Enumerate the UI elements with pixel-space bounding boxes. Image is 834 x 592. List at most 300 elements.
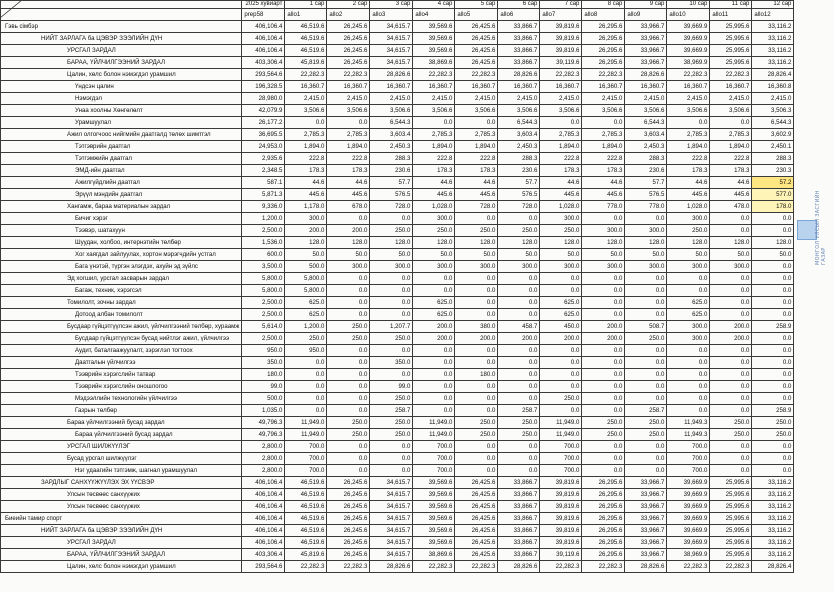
cell-value: 0.0 [710,225,752,237]
cell-value: 50.0 [667,249,710,261]
cell-value: 2,415.0 [455,93,498,105]
cell-value: 0.0 [370,273,413,285]
header-month-2: 2 сар [327,1,370,9]
cell-value: 0.0 [327,297,370,309]
cell-value: 0.0 [752,213,794,225]
header-month-5: 5 сар [455,1,498,9]
cell-value: 2,785.3 [710,129,752,141]
cell-value: 700.0 [413,441,455,453]
cell-value: 26,245.6 [327,525,370,537]
cell-value: 0.0 [625,381,667,393]
cell-value: 0.0 [752,465,794,477]
header-month-6: 6 сар [498,1,540,9]
row-label: Нэг удаагийн тэтгэмж, шагнал урамшуулал [1,465,242,477]
cell-value: 0.0 [498,285,540,297]
cell-value: 500.0 [285,261,327,273]
cell-value: 700.0 [285,453,327,465]
cell-value: 33,866.7 [498,489,540,501]
header-month-11: 11 сар [710,1,752,9]
table-row [1,201,794,213]
cell-value: 0.0 [752,285,794,297]
cell-value: 700.0 [413,465,455,477]
cell-value: 11,949.0 [413,417,455,429]
cell-value: 406,106.4 [242,489,285,501]
cell-value: 128.0 [498,237,540,249]
cell-value: 250.0 [582,417,625,429]
cell-value: 25,995.6 [710,537,752,549]
cell-value: 46,519.6 [285,33,327,45]
cell-value: 28,826.6 [498,69,540,81]
cell-value: 1,035.0 [242,405,285,417]
cell-value: 3,506.6 [455,105,498,117]
cell-value: 39,569.6 [413,477,455,489]
cell-value: 44.6 [285,177,327,189]
cell-value: 128.0 [752,237,794,249]
cell-value: 26,425.6 [455,501,498,513]
cell-value: 42,079.9 [242,105,285,117]
cell-value: 200.0 [582,333,625,345]
cell-value: 625.0 [413,309,455,321]
cell-value: 128.0 [582,237,625,249]
cell-value: 39,819.6 [540,501,582,513]
cell-value: 0.0 [327,213,370,225]
row-label: Бусдаар гүйцэтгүүлсэн ажил, үйлчилгээний төлбөр, хураамж [1,321,242,333]
table-row [1,309,794,321]
cell-value: 300.0 [327,261,370,273]
table-row [1,93,794,105]
cell-value: 2,500.0 [242,333,285,345]
cell-value: 3,506.6 [540,105,582,117]
table-row [1,129,794,141]
cell-value: 0.0 [498,357,540,369]
cell-value: 178.3 [582,165,625,177]
cell-value: 26,295.6 [582,549,625,561]
cell-value: 300.0 [540,261,582,273]
cell-value: 0.0 [498,393,540,405]
table-row [1,345,794,357]
header-code-allo2: allo2 [327,9,370,21]
cell-value: 300.0 [667,333,710,345]
cell-value: 0.0 [285,393,327,405]
cell-value: 34,615.7 [370,525,413,537]
cell-value: 3,506.3 [752,105,794,117]
cell-value: 0.0 [667,405,710,417]
cell-value: 200.0 [327,225,370,237]
cell-value: 445.6 [285,189,327,201]
cell-value: 258.9 [752,405,794,417]
cell-value: 0.0 [327,393,370,405]
cell-value: 44.6 [413,177,455,189]
cell-value: 178.3 [455,165,498,177]
cell-value: 3,506.6 [667,105,710,117]
cell-value: 0.0 [710,309,752,321]
cell-value: 33,116.2 [752,525,794,537]
cell-value: 11,949.0 [285,429,327,441]
cell-value: 0.0 [710,441,752,453]
cell-value: 0.0 [625,393,667,405]
cell-value: 3,506.6 [710,105,752,117]
cell-value: 300.0 [455,261,498,273]
cell-value: 250.0 [752,429,794,441]
cell-value: 300.0 [413,213,455,225]
cell-value: 33,866.7 [498,477,540,489]
cell-value: 445.6 [582,189,625,201]
cell-value: 0.0 [582,393,625,405]
cell-value: 700.0 [285,465,327,477]
table-row [1,357,794,369]
cell-value: 250.0 [370,393,413,405]
cell-value: 0.0 [455,441,498,453]
cell-value: 0.0 [413,357,455,369]
cell-value: 0.0 [752,345,794,357]
cell-value: 39,819.6 [540,477,582,489]
cell-value: 0.0 [327,285,370,297]
cell-value: 0.0 [370,309,413,321]
cell-value: 406,106.4 [242,477,285,489]
cell-value: 700.0 [285,441,327,453]
cell-value: 22,282.3 [540,69,582,81]
cell-value: 293,564.6 [242,561,285,573]
cell-value: 26,295.6 [582,525,625,537]
cell-value: 587.1 [242,177,285,189]
row-label: Бусад урсгал шилжүүлэг [1,453,242,465]
cell-value: 2,935.6 [242,153,285,165]
header-month-4: 4 сар [413,1,455,9]
cell-value: 3,506.6 [327,105,370,117]
cell-value: 950.0 [242,345,285,357]
cell-value: 350.0 [370,357,413,369]
cell-value: 288.3 [752,153,794,165]
cell-value: 34,615.7 [370,57,413,69]
header-code-allo12: allo12 [752,9,794,21]
row-label: Тээвэр, шатахуун [1,225,242,237]
cell-value: 196,328.5 [242,81,285,93]
cell-value: 2,785.3 [667,129,710,141]
cell-value: 11,949.0 [540,429,582,441]
cell-value: 0.0 [498,465,540,477]
table-row [1,105,794,117]
cell-value: 39,569.6 [413,45,455,57]
cell-value: 250.0 [327,333,370,345]
cell-value: 33,116.2 [752,513,794,525]
cell-value: 178.0 [752,201,794,213]
cell-value: 26,177.2 [242,117,285,129]
cell-value: 250.0 [370,429,413,441]
cell-value: 222.8 [327,153,370,165]
cell-value: 33,966.7 [625,477,667,489]
cell-value: 250.0 [540,225,582,237]
cell-value: 33,866.7 [498,525,540,537]
cell-value: 1,894.0 [455,141,498,153]
cell-value: 0.0 [370,453,413,465]
cell-value: 0.0 [582,357,625,369]
cell-value: 26,295.6 [582,513,625,525]
cell-value: 0.0 [540,285,582,297]
cell-value: 0.0 [370,441,413,453]
cell-value: 99.0 [242,381,285,393]
cell-value: 0.0 [710,357,752,369]
cell-value: 16,360.7 [370,81,413,93]
cell-value: 28,826.4 [752,69,794,81]
cell-value: 33,866.7 [498,33,540,45]
table-row [1,189,794,201]
cell-value: 445.6 [667,189,710,201]
cell-value: 16,360.7 [582,81,625,93]
row-label: Цалин, хөлс болон нэмэгдэл урамшил [1,69,242,81]
row-label: НИЙТ ЗАРЛАГА ба ЦЭВЭР ЗЭЭЛИЙН ДҮН [1,33,242,45]
cell-value: 128.0 [625,237,667,249]
cell-value: 128.0 [413,237,455,249]
cell-value: 50.0 [752,249,794,261]
cell-value: 50.0 [582,249,625,261]
cell-value: 2,415.0 [370,93,413,105]
cell-value: 300.0 [540,213,582,225]
cell-value: 0.0 [455,117,498,129]
cell-value: 5,800.0 [285,285,327,297]
header-code-allo9: allo9 [625,9,667,21]
cell-value: 222.8 [710,153,752,165]
month-header-row [1,1,794,9]
cell-value: 625.0 [285,297,327,309]
cell-value: 230.3 [752,165,794,177]
cell-value: 0.0 [752,369,794,381]
table-row [1,549,794,561]
cell-value: 250.0 [455,225,498,237]
header-code-allo10: allo10 [667,9,710,21]
table-row [1,369,794,381]
cell-value: 222.8 [285,153,327,165]
cell-value: 39,669.9 [667,33,710,45]
cell-value: 300.0 [285,213,327,225]
cell-value: 0.0 [752,381,794,393]
cell-value: 0.0 [667,357,710,369]
cell-value: 39,669.9 [667,501,710,513]
cell-value: 0.0 [285,357,327,369]
cell-value: 6,544.3 [625,117,667,129]
cell-value: 576.5 [370,189,413,201]
cell-value: 0.0 [625,309,667,321]
cell-value: 300.0 [370,261,413,273]
cell-value: 33,966.7 [625,537,667,549]
cell-value: 200.0 [582,321,625,333]
cell-value: 39,669.9 [667,525,710,537]
code-header-row [1,9,794,21]
cell-value: 0.0 [582,381,625,393]
cell-value: 22,282.3 [285,561,327,573]
cell-value: 26,295.6 [582,489,625,501]
table-row [1,213,794,225]
row-label: Ажил олгогчоос нийгмийн даатгалд төлөх шимтгэл [1,129,242,141]
cell-value: 300.0 [582,225,625,237]
cell-value: 625.0 [413,297,455,309]
cell-value: 300.0 [667,261,710,273]
cell-value: 28,826.4 [752,561,794,573]
cell-value: 350.0 [242,357,285,369]
row-label: Бусдаар гүйцэтгүүлсэн бусад нийтлэг ажил, үйлчилгээ [1,333,242,345]
cell-value: 5,800.0 [242,285,285,297]
cell-value: 16,360.7 [540,81,582,93]
cell-value: 22,282.3 [582,561,625,573]
cell-value: 0.0 [752,333,794,345]
cell-value: 700.0 [540,441,582,453]
cell-value: 22,282.3 [413,561,455,573]
cell-value: 508.7 [625,321,667,333]
cell-value: 38,869.6 [413,549,455,561]
cell-value: 57.2 [752,177,794,189]
cell-value: 222.8 [667,153,710,165]
row-label: Биеийн тамир спорт [1,513,242,525]
cell-value: 700.0 [667,465,710,477]
cell-value: 576.5 [498,189,540,201]
cell-value: 250.0 [413,225,455,237]
cell-value: 2,415.0 [710,93,752,105]
cell-value: 0.0 [498,297,540,309]
cell-value: 33,116.2 [752,21,794,33]
cell-value: 22,282.3 [710,561,752,573]
cell-value: 0.0 [327,441,370,453]
cell-value: 0.0 [327,309,370,321]
cell-value: 0.0 [498,309,540,321]
table-row [1,489,794,501]
row-label: БАРАА, ҮЙЛЧИЛГЭЭНИЙ ЗАРДАЛ [1,57,242,69]
cell-value: 2,785.3 [455,129,498,141]
row-label: Урамшуулал [1,117,242,129]
row-label: Тээврийн хэрэгслийн татвар [1,369,242,381]
cell-value: 26,245.6 [327,501,370,513]
cell-value: 39,669.9 [667,537,710,549]
cell-value: 2,800.0 [242,441,285,453]
cell-value: 11,949.0 [413,429,455,441]
cell-value: 3,603.4 [370,129,413,141]
cell-value: 200.0 [413,321,455,333]
cell-value: 50.0 [625,249,667,261]
cell-value: 33,966.7 [625,21,667,33]
cell-value: 128.0 [455,237,498,249]
cell-value: 0.0 [327,369,370,381]
cell-value: 26,425.6 [455,33,498,45]
cell-value: 0.0 [370,345,413,357]
cell-value: 26,425.6 [455,489,498,501]
cell-value: 57.7 [370,177,413,189]
row-label: Ажилгүйдлийн даатгал [1,177,242,189]
row-label: Бараа үйлчилгээний бусад зардал [1,417,242,429]
cell-value: 0.0 [625,345,667,357]
cell-value: 25,995.6 [710,57,752,69]
cell-value: 39,669.9 [667,513,710,525]
cell-value: 300.0 [582,261,625,273]
cell-value: 34,615.7 [370,489,413,501]
table-row [1,45,794,57]
cell-value: 0.0 [455,453,498,465]
row-label: ЭМД-ийн даатгал [1,165,242,177]
cell-value: 0.0 [667,273,710,285]
table-row [1,225,794,237]
row-label: Тээврийн хэрэгслийн оношлогоо [1,381,242,393]
cell-value: 22,282.3 [327,69,370,81]
cell-value: 728.0 [370,201,413,213]
cell-value: 0.0 [582,369,625,381]
cell-value: 577.0 [752,189,794,201]
cell-value: 250.0 [370,225,413,237]
cell-value: 57.7 [498,177,540,189]
cell-value: 50.0 [540,249,582,261]
cell-value: 26,425.6 [455,525,498,537]
cell-value: 2,800.0 [242,453,285,465]
cell-value: 6,544.3 [498,117,540,129]
cell-value: 250.0 [370,417,413,429]
cell-value: 1,536.0 [242,237,285,249]
cell-value: 50.0 [455,249,498,261]
row-label: Тэтгэмжийн даатгал [1,153,242,165]
cell-value: 200.0 [285,225,327,237]
row-label: Томилолт, зочны зардал [1,297,242,309]
cell-value: 2,785.3 [540,129,582,141]
cell-value: 5,800.0 [242,273,285,285]
cell-value: 128.0 [710,237,752,249]
header-month-12: 12 сар [752,1,794,9]
table-row [1,285,794,297]
table-row [1,429,794,441]
cell-value: 0.0 [540,369,582,381]
cell-value: 0.0 [582,465,625,477]
cell-value: 250.0 [625,429,667,441]
cell-value: 178.3 [540,165,582,177]
budget-table-body [1,21,794,573]
cell-value: 300.0 [667,213,710,225]
cell-value: 0.0 [455,405,498,417]
cell-value: 39,819.6 [540,513,582,525]
cell-value: 180.0 [242,369,285,381]
cell-value: 26,245.6 [327,549,370,561]
cell-value: 178.3 [285,165,327,177]
cell-value: 250.0 [327,429,370,441]
cell-value: 46,519.6 [285,525,327,537]
cell-value: 46,519.6 [285,21,327,33]
cell-value: 700.0 [540,453,582,465]
cell-value: 46,519.6 [285,45,327,57]
cell-value: 33,966.7 [625,33,667,45]
cell-value: 0.0 [667,393,710,405]
cell-value: 34,615.7 [370,21,413,33]
cell-value: 16,360.7 [498,81,540,93]
row-label: Гэвь сімбэр [1,21,242,33]
cell-value: 0.0 [455,381,498,393]
cell-value: 0.0 [710,405,752,417]
cell-value: 0.0 [540,381,582,393]
cell-value: 0.0 [327,381,370,393]
cell-value: 445.6 [327,189,370,201]
cell-value: 44.6 [540,177,582,189]
cell-value: 2,800.0 [242,465,285,477]
header-code-allo8: allo8 [582,9,625,21]
cell-value: 403,306.4 [242,549,285,561]
header-code-allo7: allo7 [540,9,582,21]
cell-value: 178.3 [413,165,455,177]
table-row [1,21,794,33]
row-label: Бичиг хэрэг [1,213,242,225]
cell-value: 26,245.6 [327,489,370,501]
cell-value: 5,800.0 [285,273,327,285]
cell-value: 250.0 [540,393,582,405]
cell-value: 1,028.0 [667,201,710,213]
cell-value: 600.0 [242,249,285,261]
cell-value: 11,949.0 [540,417,582,429]
cell-value: 0.0 [540,273,582,285]
cell-value: 0.0 [540,345,582,357]
cell-value: 0.0 [582,309,625,321]
cell-value: 34,615.7 [370,33,413,45]
cell-value: 33,116.2 [752,45,794,57]
